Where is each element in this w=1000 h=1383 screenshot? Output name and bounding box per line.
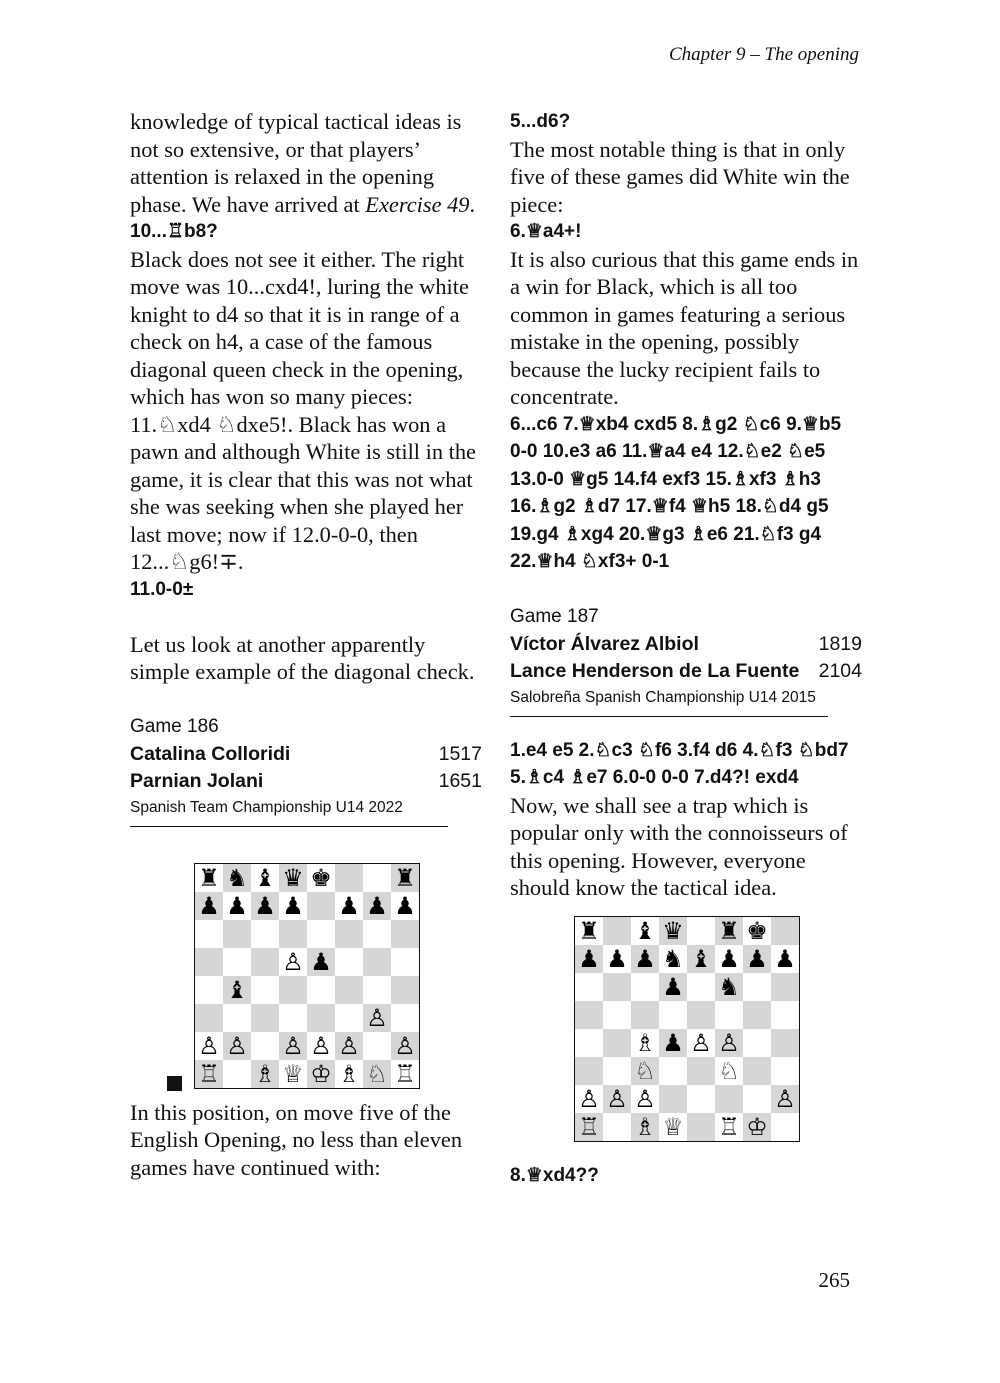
player-name: Parnian Jolani — [130, 770, 264, 792]
diagram-area — [510, 916, 862, 1162]
board-square: ♝ — [631, 917, 659, 945]
board-square: ♜ — [391, 864, 419, 892]
board-square — [631, 1001, 659, 1029]
board-square — [659, 1001, 687, 1029]
board-square — [391, 976, 419, 1004]
board-square: ♟ — [279, 892, 307, 920]
board-square: ♖ — [715, 1113, 743, 1141]
board-square — [771, 1113, 799, 1141]
board-square: ♞ — [223, 864, 251, 892]
board-square — [687, 1085, 715, 1113]
board-square — [279, 976, 307, 1004]
board-square: ♟ — [307, 948, 335, 976]
board-square — [307, 976, 335, 1004]
board-square — [687, 973, 715, 1001]
board-square: ♚ — [307, 864, 335, 892]
board-square: ♙ — [771, 1085, 799, 1113]
board-square: ♜ — [715, 917, 743, 945]
board-square: ♟ — [195, 892, 223, 920]
board-square: ♟ — [603, 945, 631, 973]
board-square — [251, 1032, 279, 1060]
board-square — [335, 976, 363, 1004]
board-square: ♟ — [631, 945, 659, 973]
board-square — [687, 1113, 715, 1141]
diagram-area — [130, 863, 482, 1123]
board-square — [363, 948, 391, 976]
board-square: ♙ — [631, 1085, 659, 1113]
player-rating: 2104 — [818, 660, 862, 682]
left-column — [130, 108, 482, 1181]
board-square: ♙ — [307, 1032, 335, 1060]
board-square: ♙ — [223, 1032, 251, 1060]
board-square: ♝ — [687, 945, 715, 973]
board-square — [687, 1001, 715, 1029]
board-square: ♗ — [631, 1029, 659, 1057]
board-square — [335, 920, 363, 948]
board-square — [279, 920, 307, 948]
board-square — [391, 920, 419, 948]
board-square: ♛ — [659, 917, 687, 945]
board-square — [575, 973, 603, 1001]
board-square: ♙ — [279, 1032, 307, 1060]
board-square: ♕ — [279, 1060, 307, 1088]
player-name: Catalina Colloridi — [130, 742, 291, 765]
board-square — [223, 948, 251, 976]
board-square: ♟ — [391, 892, 419, 920]
board-square: ♙ — [195, 1032, 223, 1060]
board-square: ♝ — [223, 976, 251, 1004]
move-line: 10...♖b8? — [130, 221, 218, 242]
board-square: ♗ — [631, 1113, 659, 1141]
board-square — [251, 976, 279, 1004]
board-square — [307, 892, 335, 920]
board-square — [743, 1001, 771, 1029]
board-square — [307, 920, 335, 948]
board-square — [575, 1029, 603, 1057]
board-square: ♟ — [659, 973, 687, 1001]
board-square — [603, 1057, 631, 1085]
board-square — [363, 976, 391, 1004]
chess-board — [194, 863, 420, 1089]
board-square — [771, 1001, 799, 1029]
board-square — [603, 1029, 631, 1057]
board-square: ♟ — [335, 892, 363, 920]
paragraph: Black does not see it either. The right move was 10...cxd4!, luring the white knight to d4 so that it is in range of a check on h4, a case of the famous diagonal queen check in the opening, which has won so many pieces: 11.♘xd4 ♘dxe5!. Black has won a pawn and although White is still in the game, it is clear that this was not what she was seeking when she played her last move; now if 12.0-0-0, then 12...♘g6!∓. — [130, 246, 476, 574]
board-square — [687, 917, 715, 945]
board-square: ♝ — [251, 864, 279, 892]
board-square: ♗ — [335, 1060, 363, 1088]
board-square — [195, 976, 223, 1004]
board-square — [251, 1004, 279, 1032]
board-square: ♚ — [743, 917, 771, 945]
move-line: 11.0-0± — [130, 578, 194, 600]
board-square: ♟ — [771, 945, 799, 973]
board-square: ♞ — [715, 973, 743, 1001]
white-player — [130, 741, 482, 769]
board-square — [363, 920, 391, 948]
board-square: ♔ — [743, 1113, 771, 1141]
board-square — [195, 1004, 223, 1032]
board-square: ♞ — [659, 945, 687, 973]
board-square: ♙ — [335, 1032, 363, 1060]
board-square: ♙ — [391, 1032, 419, 1060]
move-line: 6.♕a4+! — [510, 221, 582, 242]
board-square — [223, 920, 251, 948]
game-moves: 1.e4 e5 2.♘c3 ♘f6 3.f4 d6 4.♘f3 ♘bd7 5.♗c4 ♗e7 6.0-0 0-0 7.d4?! exd4 — [510, 739, 849, 788]
black-to-move-marker — [167, 1076, 182, 1091]
board-square — [195, 948, 223, 976]
paragraph: Let us look at another apparently simple example of the diagonal check. — [130, 631, 475, 684]
paragraph: In this position, on move five of the English Opening, no less than eleven games have continued with: — [130, 1099, 463, 1180]
board-square: ♔ — [307, 1060, 335, 1088]
board-square: ♙ — [279, 948, 307, 976]
board-square — [771, 1029, 799, 1057]
black-player — [510, 658, 862, 686]
player-rating: 1517 — [438, 742, 482, 765]
board-square — [279, 1004, 307, 1032]
board-square: ♖ — [391, 1060, 419, 1088]
event-info: Salobreña Spanish Championship U14 2015 — [510, 686, 828, 717]
board-square: ♟ — [659, 1029, 687, 1057]
paragraph: The most notable thing is that in only five of these games did White win the piece: — [510, 136, 850, 217]
board-square — [771, 917, 799, 945]
board-square: ♘ — [363, 1060, 391, 1088]
game-label: Game 187 — [510, 606, 599, 627]
board-square: ♟ — [251, 892, 279, 920]
board-square — [223, 1004, 251, 1032]
board-square — [251, 920, 279, 948]
right-column — [510, 108, 862, 1189]
board-square — [659, 1057, 687, 1085]
board-square: ♙ — [603, 1085, 631, 1113]
board-square — [363, 864, 391, 892]
board-square: ♙ — [575, 1085, 603, 1113]
board-square — [631, 973, 659, 1001]
board-square: ♘ — [631, 1057, 659, 1085]
board-square — [687, 1057, 715, 1085]
board-square: ♜ — [575, 917, 603, 945]
game-label: Game 186 — [130, 716, 219, 737]
board-square: ♟ — [223, 892, 251, 920]
board-square: ♖ — [575, 1113, 603, 1141]
board-square — [743, 1029, 771, 1057]
board-square — [743, 973, 771, 1001]
board-square — [603, 1113, 631, 1141]
board-square: ♛ — [279, 864, 307, 892]
board-square — [335, 1004, 363, 1032]
player-name: Víctor Álvarez Albiol — [510, 632, 699, 655]
page-number: 265 — [818, 1268, 850, 1292]
board-square: ♘ — [715, 1057, 743, 1085]
game-moves: 6...c6 7.♕xb4 cxd5 8.♗g2 ♘c6 9.♕b5 0-0 10.e3 a6 11.♕a4 e4 12.♘e2 ♘e5 13.0-0 ♕g5 14.f4 exf3 15.♗xf3 ♗h3 16.♗g2 ♗d7 17.♕f4 ♕h5 18.♘d4 g5 19.g4 ♗xg4 20.♕g3 ♗e6 21.♘f3 g4 22.♕h4 ♘xf3+ 0-1 — [510, 413, 842, 572]
board-square — [575, 1001, 603, 1029]
player-rating: 1819 — [818, 632, 862, 655]
board-square: ♖ — [195, 1060, 223, 1088]
player-name: Lance Henderson de La Fuente — [510, 660, 800, 682]
board-square — [659, 1085, 687, 1113]
board-square — [715, 1001, 743, 1029]
board-square — [603, 973, 631, 1001]
running-header: Chapter 9 – The opening — [669, 44, 859, 65]
black-player — [130, 768, 482, 796]
board-square — [575, 1057, 603, 1085]
board-square: ♜ — [195, 864, 223, 892]
paragraph: It is also curious that this game ends in a win for Black, which is all too common in games featuring a serious mistake in the opening, possibly because the lucky recipient fails to concentrate. — [510, 246, 859, 409]
board-square — [391, 1004, 419, 1032]
board-square: ♕ — [659, 1113, 687, 1141]
board-square — [743, 1057, 771, 1085]
board-square: ♙ — [363, 1004, 391, 1032]
event-info: Spanish Team Championship U14 2022 — [130, 796, 448, 827]
board-square — [195, 920, 223, 948]
move-line: 8.♕xd4?? — [510, 1164, 599, 1186]
board-square — [603, 1001, 631, 1029]
board-square: ♟ — [715, 945, 743, 973]
move-line: 5...d6? — [510, 111, 571, 132]
board-square — [715, 1085, 743, 1113]
board-square — [335, 948, 363, 976]
chess-board — [574, 916, 800, 1142]
board-square: ♟ — [743, 945, 771, 973]
board-square — [391, 948, 419, 976]
board-square: ♗ — [251, 1060, 279, 1088]
board-square — [307, 1004, 335, 1032]
paragraph: knowledge of typical tactical ideas is not so extensive, or that players’ attention is relaxed in the opening phase. We have arrived at Exercise 49. — [130, 109, 476, 217]
paragraph: Now, we shall see a trap which is popular only with the connoisseurs of this opening. However, everyone should know the tactical idea. — [510, 792, 848, 900]
board-square: ♟ — [575, 945, 603, 973]
white-player — [510, 631, 862, 659]
board-square — [223, 1060, 251, 1088]
board-square — [363, 1032, 391, 1060]
board-square — [771, 973, 799, 1001]
player-rating: 1651 — [438, 770, 482, 792]
board-square — [251, 948, 279, 976]
board-square: ♟ — [363, 892, 391, 920]
board-square — [335, 864, 363, 892]
board-square — [603, 917, 631, 945]
board-square — [771, 1057, 799, 1085]
board-square: ♙ — [715, 1029, 743, 1057]
board-square — [743, 1085, 771, 1113]
board-square: ♙ — [687, 1029, 715, 1057]
